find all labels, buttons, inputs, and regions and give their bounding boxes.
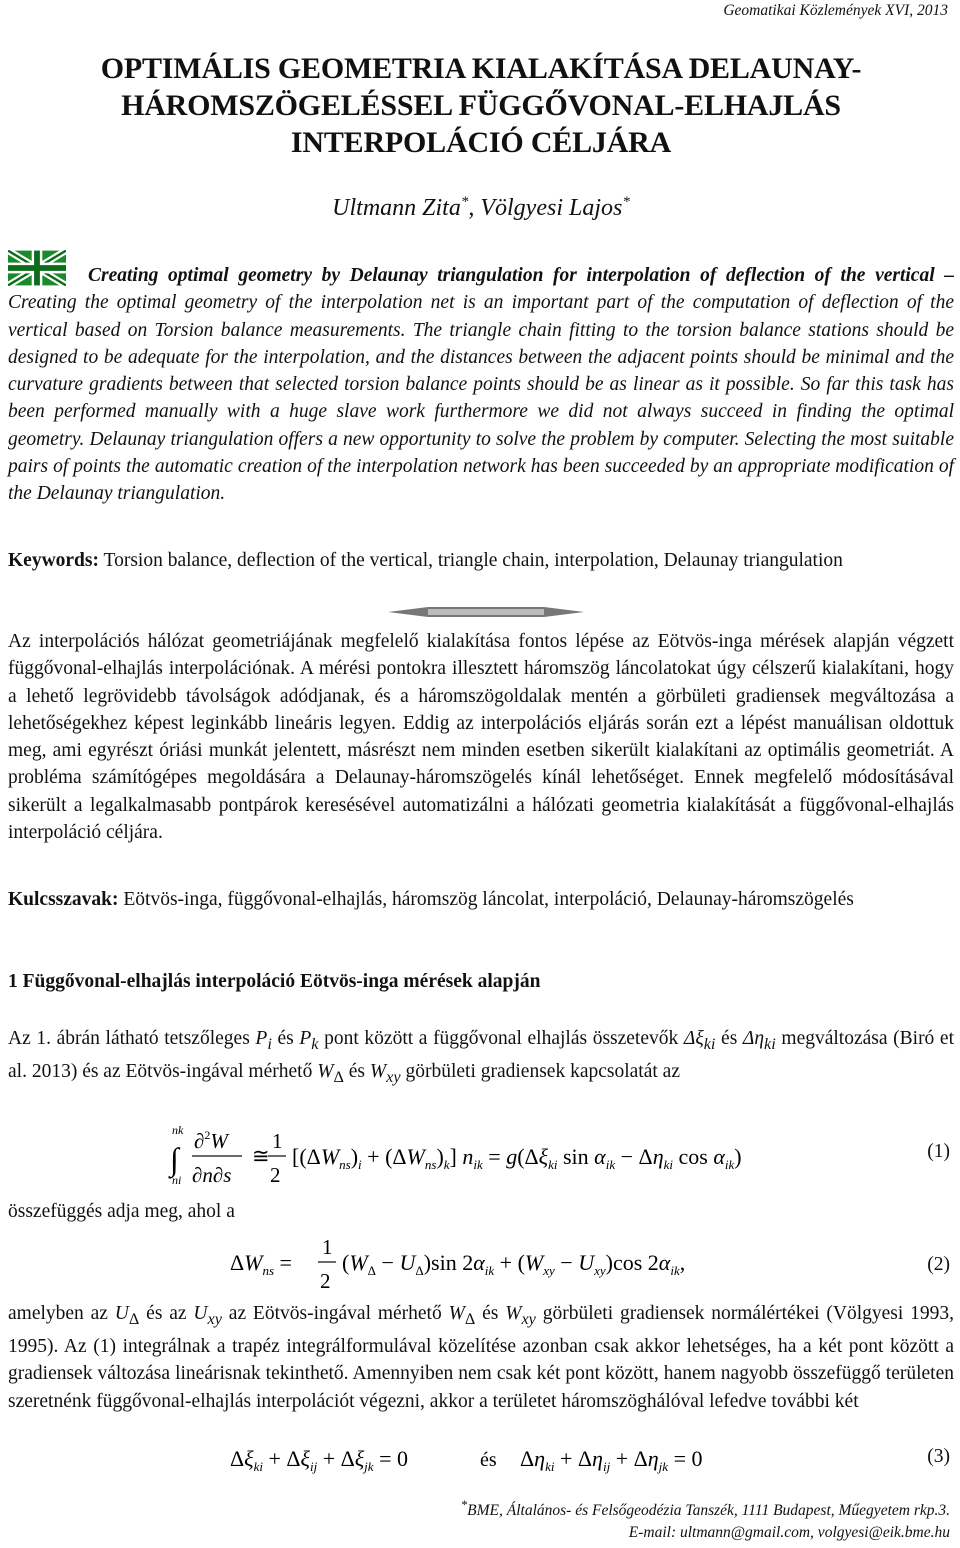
- footnote: [461, 1494, 950, 1544]
- svg-text:nk: nk: [172, 1123, 184, 1137]
- keywords-label: Keywords:: [8, 550, 99, 571]
- hungarian-abstract: Az interpolációs hálózat geometriájának megfelelő kialakítása fontos lépése az Eötvös-inga mérések alapján végzett függővonal-elhajlás interpolációnak. A mérési pontokra illesztett háromszög láncolatokat úgy célszerű kialakítani, hogy a lehető legrövidebb távolságok adódjanak, és a háromszögoldalak mentén a görbületi gradiensek megváltozása a lehetőségekhez képest leginkább lineáris legyen. Eddig az interpolációs eljárás során ezt a lépést manuálisan oldottuk meg, ami egyrészt óriási munkát jelentett, másrészt nem minden esetben sikerült kialakítani az optimális geometriát. A probléma számítógépes megoldására a Delaunay-háromszögelés kínál lehetőséget. Ennek megfelelő módosításával sikerült a legalkalmasabb pontpárok keresésével automatizálni a hálózati geometria kialakítását a függővonal-elhajlás interpoláció céljára.: [8, 631, 954, 844]
- english-abstract: [8, 262, 954, 508]
- title-line: INTERPOLÁCIÓ CÉLJÁRA: [290, 126, 672, 159]
- author-name: Ultmann Zita: [332, 195, 461, 221]
- running-head: Geomatikai Közlemények XVI, 2013: [723, 2, 948, 19]
- abstract-lead: Creating optimal geometry by Delaunay triangulation for interpolation of deflection of the vertical –: [88, 265, 954, 286]
- equation-2: [230, 1232, 750, 1302]
- affiliation-mark: *: [460, 1497, 468, 1512]
- equation-number: (2): [927, 1254, 950, 1275]
- paper-title: [8, 50, 954, 161]
- hu-keywords-text: Eötvös-inga, függővonal-elhajlás, háromszög láncolat, interpoláció, Delaunay-háromszögelés: [123, 889, 854, 910]
- keywords: [8, 547, 954, 575]
- footnote-affiliation: BME, Általános- és Felsőgeodézia Tanszék, 1111 Budapest, Műegyetem rkp.3.: [467, 1502, 950, 1520]
- footnote-email: E-mail: ultmann@gmail.com, volgyesi@eik.bme.hu: [628, 1524, 950, 1542]
- section-divider: [388, 605, 584, 619]
- svg-text:Δηki + Δηij + Δηjk = 0: $\Delta\eta_{ki} + \Delta\eta_{ij} + \Delta\eta_{jk} = 0$: [520, 1446, 703, 1474]
- equation-number: (3): [927, 1446, 950, 1467]
- svg-text:[(ΔWns)i + (ΔWns)k] nik = g(Δξ: $[(\Delta W_{ns})_i + (\Delta W_{ns})_k] n_{ik} = g(\Delta\xi_{ki}$ $\sin \alpha_{ik} - \Delta\eta_{ki}$ $\cos \alpha_{ik}$): [292, 1144, 742, 1172]
- es-conjunction: és: [480, 1449, 497, 1471]
- svg-text:∂n∂s: ∂n∂s: [192, 1163, 232, 1187]
- keywords-text: Torsion balance, deflection of the vertical, triangle chain, interpolation, Delaunay triangulation: [103, 550, 843, 571]
- svg-text:(WΔ − UΔ)sin 2αik + (Wxy − Uxy: $(W_\Delta - U_\Delta)\sin$ $2\alpha_{ik} + (W_{xy} - U_{xy})\cos$ $2\alpha_{ik}$,: [342, 1250, 686, 1278]
- affiliation-mark: *: [622, 194, 630, 210]
- title-line: HÁROMSZÖGELÉSSEL FÜGGŐVONAL-ELHAJLÁS: [121, 89, 841, 122]
- equation-3: [230, 1438, 770, 1478]
- section-heading: 1 Függővonal-elhajlás interpoláció Eötvös-inga mérések alapján: [8, 971, 541, 992]
- svg-text:ni: ni: [172, 1173, 182, 1187]
- paragraph: Az 1. ábrán látható tetszőleges $P_i$ és $P_k$ pont között a függővonal elhajlás összetevők $\Delta\xi_{ki}$ és $\Delta\eta_{ki}$ megváltozása (Biró et al. 2013) és az Eötvös-ingával mérhető $W_\Delta$ és $W_{xy}$ görbületi gradiensek kapcsolatát az: [8, 1028, 955, 1087]
- svg-text:∂2W: ∂$^2$W: [194, 1128, 228, 1153]
- svg-text:ΔWns =: $\Delta W_{ns}$ =: [230, 1250, 292, 1278]
- svg-text:1: 1: [322, 1235, 333, 1259]
- svg-text:2: 2: [270, 1163, 281, 1187]
- hu-keywords-label: Kulcsszavak:: [8, 889, 119, 910]
- equation-1: [168, 1118, 808, 1194]
- paragraph: összefüggés adja meg, ahol a: [8, 1201, 235, 1222]
- svg-text:∫: ∫: [170, 1141, 179, 1177]
- svg-text:2: 2: [320, 1269, 331, 1293]
- equation-number: (1): [927, 1141, 950, 1162]
- affiliation-mark: *: [460, 194, 469, 210]
- author-name: Völgyesi Lajos: [480, 195, 623, 221]
- authors: Ultmann Zita*, Völgyesi Lajos*: [332, 194, 630, 221]
- svg-text:Δξki + Δξij + Δξjk = 0: $\Delta\xi_{ki} + \Delta\xi_{ij} + \Delta\xi_{jk} = 0$: [230, 1446, 408, 1474]
- title-line: OPTIMÁLIS GEOMETRIA KIALAKÍTÁSA DELAUNAY-: [100, 52, 862, 85]
- paragraph: amelyben az $U_\Delta$ és az $U_{xy}$ az Eötvös-ingával mérhető $W_\Delta$ és $W_{xy}$ görbületi gradiensek normálértékei (Völgyesi 1993, 1995). Az (1) integrálnak a trapéz integrálformulával közelítése azonban csak akkor lehetséges, ha a két pont között a gradiensek változása lineárisnak tekinthető. Amennyiben nem csak két pont között, hanem nagyobb összefüggő területen szeretnénk függővonal-elhajlás interpolációt végezni, akkor a területet háromszöghálóval lefedve további két: [8, 1303, 954, 1412]
- abstract-text: Creating the optimal geometry of the interpolation net is an important part of the computation of deflection of the vertical based on Torsion balance measurements. The triangle chain fitting to the torsion balance stations should be designed to be adequate for the interpolation, and the distances between the adjacent points should be minimal and the curvature gradients between that selected torsion balance points should be as linear as it possible. So far this task has been performed manually with a huge slave work furthermore we did not always succeed in finding the optimal geometry. Delaunay triangulation offers a new opportunity to solve the problem by computer. Selecting the most suitable pairs of points the automatic creation of the interpolation network has been succeeded by an appropriate modification of the Delaunay triangulation.: [8, 292, 954, 505]
- svg-text:≅: ≅: [252, 1144, 270, 1168]
- svg-text:1: 1: [272, 1129, 283, 1153]
- hungarian-keywords: [8, 886, 954, 913]
